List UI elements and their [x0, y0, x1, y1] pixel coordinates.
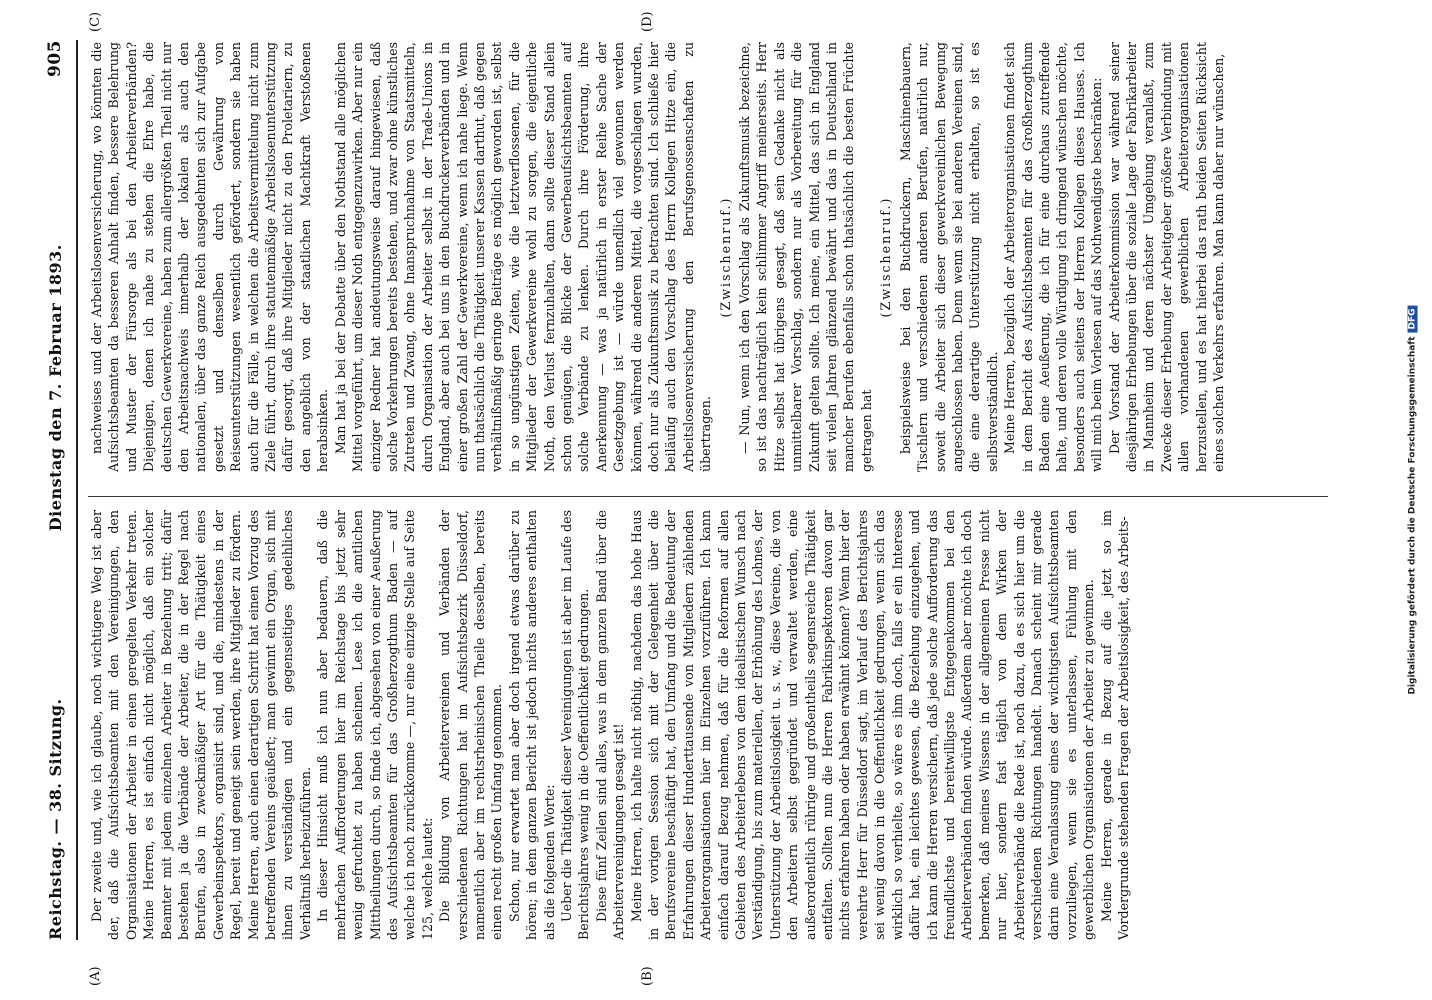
- dfg-logo: DFG: [1408, 305, 1418, 332]
- marker-d: (D): [640, 11, 655, 32]
- header-center: Dienstag den 7. Februar 1893.: [45, 244, 65, 532]
- header-left: Reichstag. — 38. Sitzung.: [45, 698, 65, 940]
- paragraph: beispielsweise bei den Buchdruckern, Maschinenbauern, Tischlern und verschiedenen anderen Berufen, natürlich nur, soweit die Arbeiter sich dieser gewerkvereinlichen Bewegung angeschlossen haben. Denn wenn sie bei anderen Vereinen sind, die eine derartige Unterstützung nicht erhalten, so ist es selbstverständlich.: [897, 42, 1000, 472]
- left-column: [88, 510, 1328, 940]
- paragraph: Meine Herren, gerade in Bezug auf die jetzt so im Vordergrunde stehenden Fragen der Arbeitslosigkeit, des Arbeits-: [1098, 510, 1131, 940]
- paragraph-quote: Die Bildung von Arbeitervereinen und Verbänden der verschiedenen Richtungen hat im Aufsichtsbezirk Düsseldorf, namentlich aber im rechtsrheinischen Theile desselben, bereits einen recht großen Umfang genommen.: [437, 510, 505, 940]
- marker-c: (C): [88, 11, 103, 32]
- interjection: (Zwischenruf.): [878, 196, 894, 318]
- paragraph: Meine Herren, bezüglich der Arbeiterorganisationen findet sich in dem Bericht des Aufsichtsbeamten für das Großherzogthum Baden eine Aeußerung, die ich für eine durchaus zutreffende halte, und deren volle Würdigung ich dringend wünschen möchte, besonders auch seitens der Herren Kollegen dieses Hauses. Ich will mich beim Vorlesen auf das Nothwendigste beschränken:: [1002, 42, 1105, 472]
- right-column: [88, 42, 1328, 472]
- marker-b: (B): [640, 966, 655, 986]
- digitization-watermark: [1400, 0, 1426, 1000]
- page-number: 905: [45, 40, 65, 77]
- paragraph: — Nun, wenn ich den Vorschlag als Zukunftsmusik bezeichne, so ist das nachträglich kein schlimmer Angriff meinerseits. Herr Hitze selbst hat übrigens gesagt, daß sein Gedanke nicht als unmittelbarer Vorschlag, sondern nur als Vorbereitung für die Zukunft gelten sollte. Ich meine, ein Mittel, das sich in England seit vielen Jahren glänzend bewährt und das in Deutschland in mancher Berufen ebenfalls schon thatsächlich die besten Früchte getragen hat: [737, 42, 874, 472]
- page-header: [40, 40, 70, 940]
- header-rule: [76, 40, 78, 940]
- paragraph: In dieser Hinsicht muß ich nun aber bedauern, daß die mehrfachen Aufforderungen hier im Reichstage bis jetzt sehr wenig gefruchtet zu haben scheinen. Lese ich die amtlichen Mittheilungen durch, so finde ich, abgesehen von einer Aeußerung des Aufsichtsbeamten für das Großherzogthum Baden — auf welche ich noch zurückkomme —, nur eine einzige Stelle auf Seite 125, welche lautet:: [315, 510, 435, 940]
- column-divider: [88, 496, 1328, 497]
- watermark-text: Digitalisierung gefördert durch die Deutsche Forschungsgemeinschaft: [1408, 336, 1419, 695]
- paragraph: Schon, nur erwartet man aber doch irgend etwas darüber zu hören; in dem ganzen Bericht ist jedoch nichts anderes enthalten als die folgenden Worte:: [506, 510, 557, 940]
- paragraph: nachweises und der Arbeitslosenversicherung, wo könnten die Aufsichtsbeamten da besseren Anhalt finden, bessere Belehrung und Muster der Fürsorge als bei den Arbeiterverbänden? Diejenigen, denen ich nahe zu stehen die Ehre habe, die deutschen Gewerkvereine, haben zum allergrößten Theil nicht nur den Arbeitsnachweis innerhalb der lokalen als auch den nationalen, über das ganze Reich ausgedehnten sich zur Aufgabe gesetzt und denselben durch Gewährung von Reiseunterstützungen wesentlich gefördert, sondern sie haben auch für die Fälle, in welchen die Arbeitsvermittelung nicht zum Ziele führt, durch ihre statutenmäßige Arbeitslosenunterstützung dafür gesorgt, daß ihre Mitglieder nicht zu den Proletariern, zu den angeblich von der staatlichen Machtkraft Verstoßenen herabsinken.: [89, 42, 331, 472]
- interjection: (Zwischenruf.): [717, 196, 733, 318]
- paragraph-quote: Der Vorstand der Arbeiterkommission war während seiner diesjährigen Erhebungen über die soziale Lage der Fabrikarbeiter in Mannheim und deren nächster Umgebung veranlaßt, zum Zwecke dieser Erhebung der Arbeitgeber größere Verbindung mit allen vorhandenen gewerblichen Arbeiterorganisationen herzustellen, und es hat hierbei das rath beiden Seiten Rücksicht eines solchen Verkehrs erfahren. Man kann daher nur wünschen,: [1106, 42, 1226, 472]
- paragraph: Man hat ja bei der Debatte über den Nothstand alle möglichen Mittel vorgeführt, um dieser Noth entgegenzuwirken. Aber nur ein einziger Redner hat andeutungsweise darauf hingewiesen, daß solche Vorkehrungen bereits bestehen, und zwar ohne künstliches Zutreten und Zwang, ohne Inanspruchnahme von Staatsmitteln, durch Organisation der Arbeiter selbst in der Trade-Unions in England, aber auch bei uns in den Buchdruckerverbänden und in einer großen Zahl der Gewerkvereine, wenn ich nahe liege. Wenn nun thatsächlich die Thätigkeit unserer Kassen darthut, daß gegen verhältnißmäßig geringe Beiträge es möglich geworden ist, selbst in so ungünstigen Zeiten, wie die letztverflossenen, für die Mitglieder der Gewerkvereine wohl zu sorgen, die eigentliche Noth, den Verlust fernzuhalten, dann sollte dieser Stand allein schon genügen, die Blicke der Gewerbeaufsichtsbeamten auf solche Verbände zu lenken. Durch ihre Förderung, ihre Anerkennung — was ja natürlich in erster Reihe Sache der Gesetzgebung ist — würde unendlich viel gewonnen werden können, während die anderen Mittel, die vorgeschlagen wurden, doch nur als Zukunftsmusik zu betrachten sind. Ich schließe hier beiläufig auch den Vorschlag des Herrn Kollegen Hitze ein, die Arbeitslosenversicherung den Berufsgenossenschaften zu übertragen.: [332, 42, 714, 472]
- paragraph-quote: Ueber die Thätigkeit dieser Vereinigungen ist aber im Laufe des Berichtsjahres wenig in die Oeffentlichkeit gedrungen.: [558, 510, 592, 940]
- paragraph: Meine Herren, ich halte nicht nöthig, nachdem das hohe Haus in der vorigen Session sich mit der Gelegenheit über die Berufsvereine beschäftigt hat, den Umfang und die Bedeutung der Erfahrungen dieser Hunderttausende von Mitgliedern zählenden Arbeiterorganisationen hier im Einzelnen vorzuführen. Ich kann einfach darauf Bezug nehmen, daß für die Reformen auf allen Gebieten des Arbeiterlebens von dem idealistischen Wunsch nach Verständigung, bis zum materiellen, der Erhöhung des Lohnes, der Unterstützung der Arbeitslosigkeit u. s. w., diese Vereine, die von den Arbeitern selbst gegründet und verwaltet werden, eine außerordentlich rührige und großentheils segensreiche Thätigkeit entfalten. Sollten nun die Herren Fabrikinspektoren davon gar nichts erfahren haben oder haben erwähnt können? Wenn hier der verehrte Herr für Düsseldorf sagt, im Verlauf des Berichtsjahres sei wenig davon in die Oeffentlichkeit gedrungen, wenn sich das wirklich so verhielte, so wäre es ihm doch, falls er ein Interesse dafür hat, ein leichtes gewesen, die Beziehung einzugehen, und ich kann die Herren versichern, daß jede solche Aufforderung das freundlichste und bereitwilligste Entgegenkommen bei den Arbeiterverbänden finden würde. Außerdem aber möchte ich doch bemerken, daß meines Wissens in der allgemeinen Presse nicht nur hier, sondern fast täglich von dem Wirken der Arbeiterverbände die Rede ist, noch dazu, da es sich hier um die verschiedenen Richtungen handelt. Danach scheint mir gerade darin eine Veranlassung eines der wichtigsten Aufsichtsbeamten vorzuliegen, wenn sie es unterlassen, Fühlung mit den gewerblichen Organisationen der Arbeiter zu gewinnen.: [628, 510, 1097, 940]
- paragraph: Der zweite und, wie ich glaube, noch wichtigere Weg ist aber der, daß die Aufsichtsbeamten mit den Vereinigungen, den Organisationen der Arbeiter in einen geregelten Verkehr treten. Meine Herren, es ist einfach nicht möglich, daß ein solcher Beamter mit jedem einzelnen Arbeiter in Beziehung tritt; dafür bestehen ja die Verbände der Arbeiter, die in der Regel nach Berufen, also in zweckmäßiger Art für die Thätigkeit eines Gewerbeinspektors, organisirt sind, und die, mindestens in der Regel, bereit und geneigt sein werden, ihre Mitglieder zu fördern. Meine Herren, auch einen derartigen Schritt hat einen Vorzug des betreffenden Vereins geäußert; man gewinnt ein Organ, sich mit ihnen zu verständigen und ein gegenseitiges gedeihliches Verhältniß herbeizuführen.: [89, 510, 313, 940]
- marker-a: (A): [88, 966, 103, 986]
- paragraph: Diese fünf Zeilen sind alles, was in dem ganzen Band über die Arbeitervereinigungen gesagt ist!: [593, 510, 627, 940]
